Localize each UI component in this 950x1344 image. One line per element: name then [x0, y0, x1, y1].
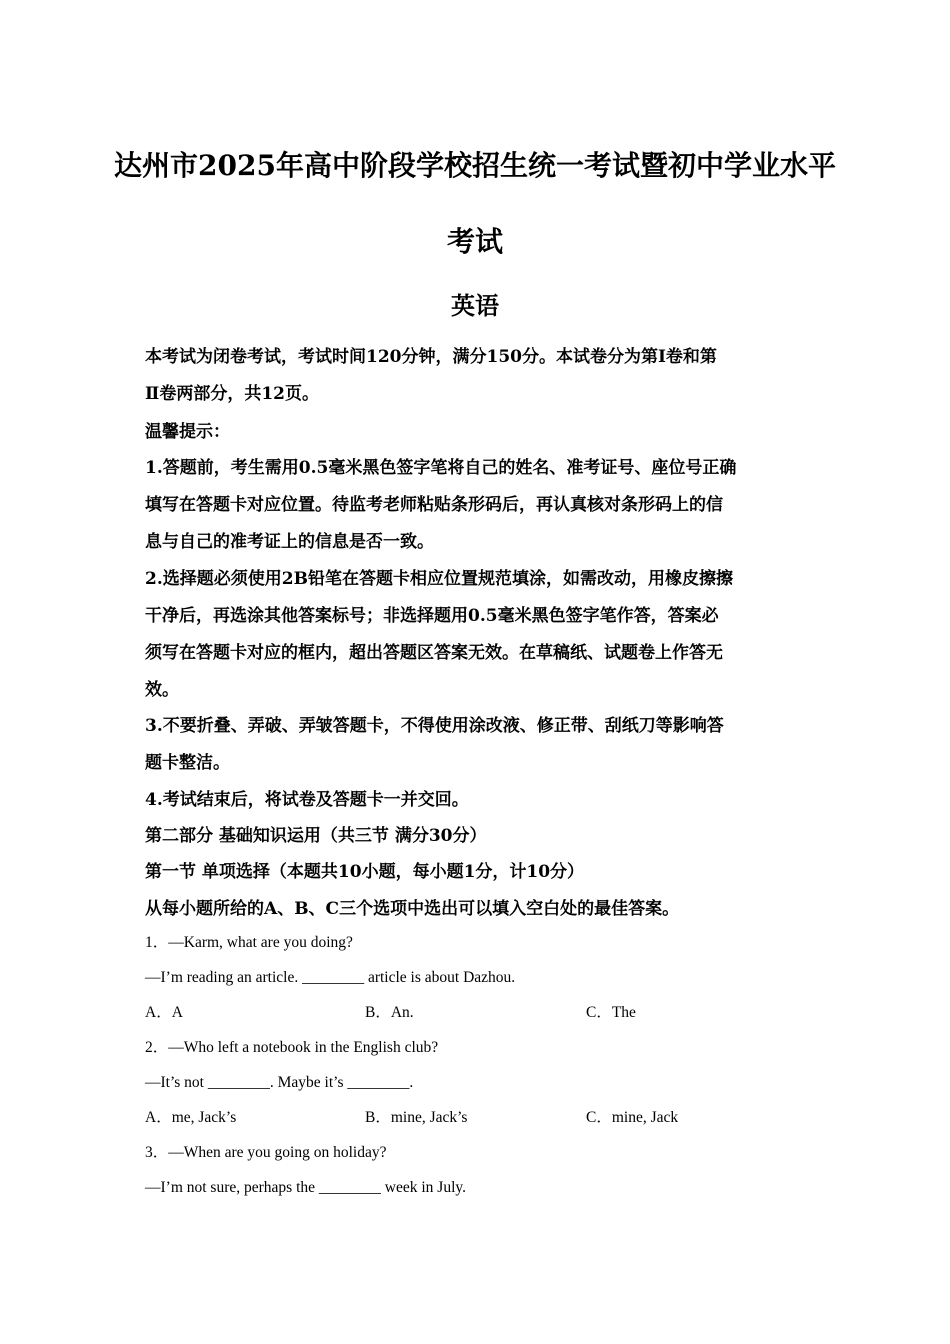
question-3-prompt: 3．—When are you going on holiday? — [145, 1144, 387, 1161]
question-2-option-a: A．me, Jack’s — [145, 1109, 237, 1126]
exam-title-line1: 达州市2025年高中阶段学校招生统一考试暨初中学业水平 — [114, 149, 836, 182]
part-2-heading: 第二部分 基础知识运用（共三节 满分30分） — [145, 826, 487, 846]
intro-line-2: Ⅱ卷两部分，共12页。 — [145, 384, 319, 404]
exam-title-line2: 考试 — [446, 225, 503, 258]
subject-title: 英语 — [451, 291, 499, 320]
tip-2-line-3: 须写在答题卡对应的框内，超出答题区答案无效。在草稿纸、试题卷上作答无 — [145, 643, 723, 663]
tip-1-line-2: 填写在答题卡对应位置。待监考老师粘贴条形码后，再认真核对条形码上的信 — [145, 495, 723, 515]
tip-3-line-1: 3.不要折叠、弄破、弄皱答题卡，不得使用涂改液、修正带、刮纸刀等影响答 — [145, 716, 724, 736]
question-1-option-c: C．The — [586, 1004, 636, 1021]
question-1-dialogue: —I’m reading an article. ________ article is about Dazhou. — [145, 969, 516, 986]
question-2-option-c: C．mine, Jack — [586, 1109, 679, 1126]
question-3-dialogue: —I’m not sure, perhaps the ________ week in July. — [145, 1179, 466, 1196]
intro-line-1: 本考试为闭卷考试，考试时间120分钟，满分150分。本试卷分为第Ⅰ卷和第 — [145, 347, 717, 367]
question-2-option-b: B．mine, Jack’s — [365, 1109, 468, 1126]
tips-label: 温馨提示： — [145, 422, 230, 442]
tip-3-line-2: 题卡整洁。 — [145, 753, 230, 773]
question-1-option-a: A．A — [145, 1004, 183, 1021]
question-1-prompt: 1．—Karm, what are you doing? — [145, 934, 353, 951]
tip-1-line-1: 1.答题前，考生需用0.5毫米黑色签字笔将自己的姓名、准考证号、座位号正确 — [145, 458, 737, 478]
tip-2-line-4: 效。 — [145, 680, 179, 700]
section-1-instruction: 从每小题所给的A、B、C三个选项中选出可以填入空白处的最佳答案。 — [145, 899, 680, 919]
section-1-heading: 第一节 单项选择（本题共10小题，每小题1分，计10分） — [145, 862, 585, 882]
question-2-prompt: 2．—Who left a notebook in the English club? — [145, 1039, 439, 1056]
tip-1-line-3: 息与自己的准考证上的信息是否一致。 — [145, 532, 434, 552]
question-2-dialogue: —It’s not ________. Maybe it’s ________. — [145, 1074, 414, 1091]
tip-2-line-1: 2.选择题必须使用2B铅笔在答题卡相应位置规范填涂，如需改动，用橡皮擦擦 — [145, 569, 733, 589]
tip-2-line-2: 干净后，再选涂其他答案标号；非选择题用0.5毫米黑色签字笔作答，答案必 — [145, 606, 719, 626]
tip-4-line-1: 4.考试结束后，将试卷及答题卡一并交回。 — [145, 790, 469, 810]
question-1-option-b: B．An. — [365, 1004, 414, 1021]
